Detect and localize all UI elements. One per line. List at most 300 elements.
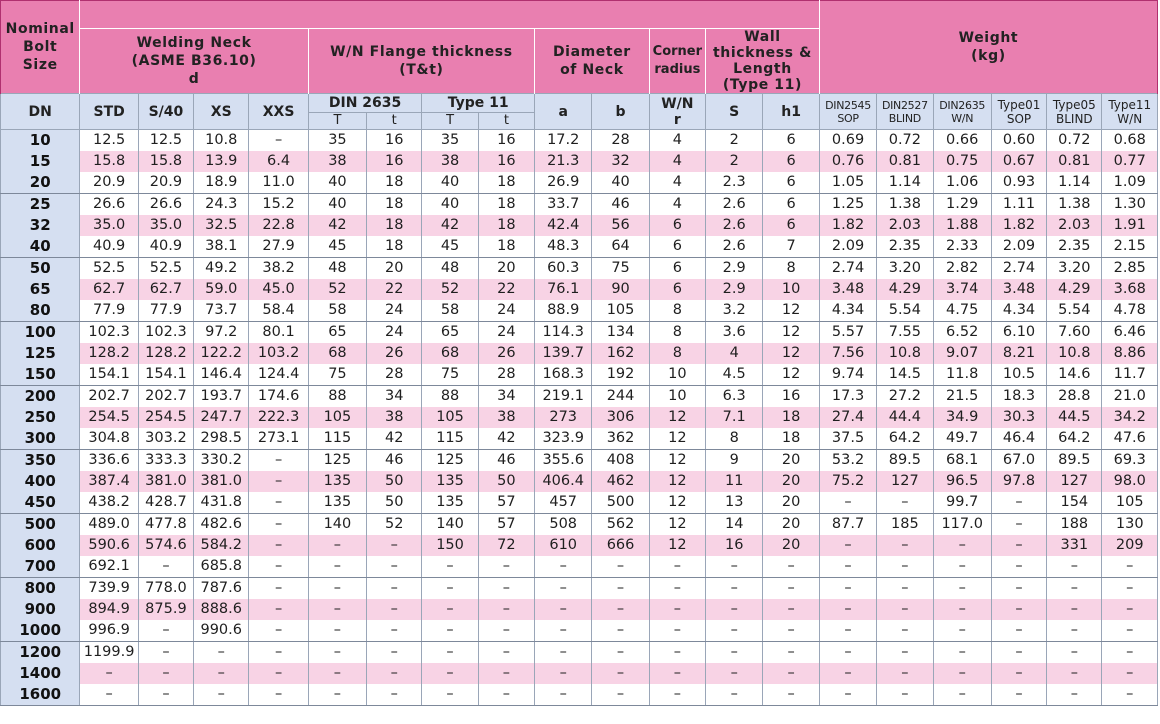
dn-cell: 200 xyxy=(1,386,80,408)
table-cell: 489.0 xyxy=(80,514,138,536)
table-cell: 1.82 xyxy=(819,215,876,236)
table-cell: – xyxy=(706,556,763,578)
table-cell: – xyxy=(706,642,763,664)
table-cell: 333.3 xyxy=(138,450,193,472)
table-row xyxy=(1,236,1158,258)
table-cell: 45.0 xyxy=(249,279,308,300)
table-row xyxy=(1,258,1158,280)
table-cell: 40 xyxy=(422,172,478,194)
table-cell: 12 xyxy=(649,471,705,492)
table-cell: 508 xyxy=(535,514,592,536)
table-cell: – xyxy=(933,578,991,600)
table-cell: 1.11 xyxy=(991,194,1046,216)
table-cell: 12 xyxy=(649,492,705,514)
table-cell: 20 xyxy=(763,492,820,514)
table-cell: – xyxy=(819,492,876,514)
table-cell: 219.1 xyxy=(535,386,592,408)
table-cell: 6 xyxy=(763,151,820,172)
table-cell: 387.4 xyxy=(80,471,138,492)
table-cell: 16 xyxy=(763,386,820,408)
table-cell: 15.8 xyxy=(80,151,138,172)
table-cell: – xyxy=(249,663,308,684)
table-cell: 2.74 xyxy=(991,258,1046,280)
table-cell: – xyxy=(1047,578,1102,600)
table-cell: 42.4 xyxy=(535,215,592,236)
table-cell: 2.35 xyxy=(1047,236,1102,258)
table-cell: – xyxy=(649,642,705,664)
table-cell: – xyxy=(422,620,478,642)
table-cell: 330.2 xyxy=(194,450,249,472)
table-cell: 4.29 xyxy=(877,279,933,300)
table-cell: 102.3 xyxy=(138,322,193,344)
table-cell: – xyxy=(535,684,592,706)
table-cell: – xyxy=(763,663,820,684)
table-cell: 4.78 xyxy=(1102,300,1158,322)
table-cell: 787.6 xyxy=(194,578,249,600)
table-cell: 6.3 xyxy=(706,386,763,408)
table-cell: – xyxy=(1047,684,1102,706)
table-cell: 18.9 xyxy=(194,172,249,194)
table-cell: 52.5 xyxy=(138,258,193,280)
diameter-of-neck-header: Diameter of Neck xyxy=(535,29,650,94)
table-cell: – xyxy=(1102,684,1158,706)
dn-cell: 1400 xyxy=(1,663,80,684)
table-cell: 273 xyxy=(535,407,592,428)
table-cell: – xyxy=(877,578,933,600)
table-cell: 16 xyxy=(367,130,422,152)
table-cell: – xyxy=(706,599,763,620)
table-cell: 4 xyxy=(706,343,763,364)
std-header: STD xyxy=(80,94,138,130)
table-cell: – xyxy=(478,620,534,642)
dn-cell: 250 xyxy=(1,407,80,428)
table-cell: 115 xyxy=(422,428,478,450)
table-cell: 0.60 xyxy=(991,130,1046,152)
table-cell: 4 xyxy=(649,194,705,216)
table-cell: – xyxy=(1047,556,1102,578)
table-cell: 13.9 xyxy=(194,151,249,172)
table-row xyxy=(1,386,1158,408)
table-cell: 1.14 xyxy=(1047,172,1102,194)
table-cell: 12 xyxy=(649,428,705,450)
table-cell: 22 xyxy=(478,279,534,300)
table-cell: 20.9 xyxy=(80,172,138,194)
table-cell: – xyxy=(706,578,763,600)
table-cell: 105 xyxy=(422,407,478,428)
dn-cell: 500 xyxy=(1,514,80,536)
table-cell: 2.35 xyxy=(877,236,933,258)
table-cell: 24 xyxy=(367,322,422,344)
table-cell: 52 xyxy=(367,514,422,536)
table-cell: – xyxy=(249,578,308,600)
table-cell: – xyxy=(991,535,1046,556)
table-cell: 7.55 xyxy=(877,322,933,344)
table-cell: 692.1 xyxy=(80,556,138,578)
table-cell: 21.5 xyxy=(933,386,991,408)
table-cell: 193.7 xyxy=(194,386,249,408)
table-cell: 154 xyxy=(1047,492,1102,514)
table-row xyxy=(1,663,1158,684)
table-cell: 7 xyxy=(763,236,820,258)
table-cell: 21.0 xyxy=(1102,386,1158,408)
table-cell: – xyxy=(1047,663,1102,684)
table-cell: 21.3 xyxy=(535,151,592,172)
table-cell: – xyxy=(478,642,534,664)
table-cell: 2.6 xyxy=(706,236,763,258)
table-cell: 6 xyxy=(763,215,820,236)
table-cell: 12.5 xyxy=(138,130,193,152)
table-cell: 33.7 xyxy=(535,194,592,216)
table-cell: – xyxy=(649,663,705,684)
table-cell: 13 xyxy=(706,492,763,514)
table-cell: – xyxy=(367,556,422,578)
wall-thickness-header: Wall thickness & Length (Type 11) xyxy=(706,29,820,94)
table-cell: 362 xyxy=(592,428,649,450)
table-cell: 20 xyxy=(367,258,422,280)
table-cell: 3.48 xyxy=(991,279,1046,300)
table-cell: 24 xyxy=(367,300,422,322)
table-cell: – xyxy=(763,578,820,600)
table-cell: 124.4 xyxy=(249,364,308,386)
table-row xyxy=(1,279,1158,300)
dn-cell: 900 xyxy=(1,599,80,620)
table-cell: 65 xyxy=(422,322,478,344)
table-cell: 12 xyxy=(763,364,820,386)
table-cell: 4 xyxy=(649,151,705,172)
table-cell: 1.05 xyxy=(819,172,876,194)
table-cell: – xyxy=(877,663,933,684)
table-cell: 406.4 xyxy=(535,471,592,492)
table-cell: 16 xyxy=(706,535,763,556)
table-cell: 18 xyxy=(763,428,820,450)
table-cell: – xyxy=(138,556,193,578)
weight-type11-wn-header: Type11 W/N xyxy=(1102,94,1158,130)
table-cell: – xyxy=(1102,599,1158,620)
table-cell: 10.8 xyxy=(877,343,933,364)
dn-cell: 65 xyxy=(1,279,80,300)
table-cell: 6 xyxy=(763,172,820,194)
b-header: b xyxy=(592,94,649,130)
table-cell: 303.2 xyxy=(138,428,193,450)
table-cell: 457 xyxy=(535,492,592,514)
table-cell: 46 xyxy=(592,194,649,216)
table-cell: – xyxy=(592,556,649,578)
table-cell: 24 xyxy=(478,300,534,322)
dn-cell: 150 xyxy=(1,364,80,386)
table-cell: – xyxy=(138,663,193,684)
table-cell: 12 xyxy=(649,450,705,472)
table-cell: – xyxy=(1047,620,1102,642)
table-cell: 59.0 xyxy=(194,279,249,300)
table-cell: 574.6 xyxy=(138,535,193,556)
table-cell: 28 xyxy=(592,130,649,152)
table-cell: 42 xyxy=(367,428,422,450)
table-cell: 46.4 xyxy=(991,428,1046,450)
table-cell: 11.0 xyxy=(249,172,308,194)
table-cell: 381.0 xyxy=(194,471,249,492)
table-cell: – xyxy=(422,663,478,684)
dn-cell: 25 xyxy=(1,194,80,216)
table-cell: 666 xyxy=(592,535,649,556)
table-cell: 4.75 xyxy=(933,300,991,322)
table-cell: 80.1 xyxy=(249,322,308,344)
table-cell: 32 xyxy=(592,151,649,172)
table-cell: 888.6 xyxy=(194,599,249,620)
weight-din2527-blind-header: DIN2527 BLIND xyxy=(877,94,933,130)
table-cell: – xyxy=(478,684,534,706)
table-cell: 0.76 xyxy=(819,151,876,172)
table-cell: – xyxy=(249,556,308,578)
table-row xyxy=(1,300,1158,322)
table-cell: – xyxy=(991,492,1046,514)
table-cell: – xyxy=(877,492,933,514)
table-cell: – xyxy=(138,642,193,664)
table-cell: 98.0 xyxy=(1102,471,1158,492)
table-cell: 105 xyxy=(308,407,366,428)
table-cell: – xyxy=(649,684,705,706)
dn-cell: 40 xyxy=(1,236,80,258)
table-cell: 34 xyxy=(478,386,534,408)
table-cell: – xyxy=(249,130,308,152)
table-cell: 58.4 xyxy=(249,300,308,322)
table-cell: 89.5 xyxy=(877,450,933,472)
table-cell: 306 xyxy=(592,407,649,428)
table-cell: 6 xyxy=(649,279,705,300)
table-cell: 9.07 xyxy=(933,343,991,364)
table-cell: – xyxy=(763,599,820,620)
table-cell: 18 xyxy=(478,194,534,216)
table-cell: – xyxy=(478,599,534,620)
table-cell: – xyxy=(138,684,193,706)
table-cell: 127 xyxy=(1047,471,1102,492)
a-header: a xyxy=(535,94,592,130)
table-cell: 26.6 xyxy=(80,194,138,216)
nominal-bolt-size-header: Nominal Bolt Size xyxy=(1,1,80,94)
table-cell: 48 xyxy=(308,258,366,280)
table-cell: – xyxy=(706,684,763,706)
table-cell: 12 xyxy=(763,343,820,364)
table-cell: 0.67 xyxy=(991,151,1046,172)
table-cell: – xyxy=(308,599,366,620)
table-cell: 2.03 xyxy=(1047,215,1102,236)
table-cell: – xyxy=(991,684,1046,706)
table-cell: 114.3 xyxy=(535,322,592,344)
table-cell: 49.2 xyxy=(194,258,249,280)
table-cell: 52 xyxy=(308,279,366,300)
table-cell: 254.5 xyxy=(80,407,138,428)
table-cell: 16 xyxy=(367,151,422,172)
table-cell: 75 xyxy=(592,258,649,280)
table-cell: – xyxy=(819,556,876,578)
dn-cell: 1600 xyxy=(1,684,80,706)
table-cell: – xyxy=(933,663,991,684)
table-cell: 105 xyxy=(1102,492,1158,514)
table-row xyxy=(1,322,1158,344)
table-cell: – xyxy=(422,556,478,578)
table-cell: 72 xyxy=(478,535,534,556)
table-cell: 99.7 xyxy=(933,492,991,514)
table-cell: 17.2 xyxy=(535,130,592,152)
table-cell: 408 xyxy=(592,450,649,472)
table-cell: – xyxy=(592,620,649,642)
table-cell: 247.7 xyxy=(194,407,249,428)
table-cell: – xyxy=(592,642,649,664)
table-cell: 58 xyxy=(308,300,366,322)
table-cell: 1.91 xyxy=(1102,215,1158,236)
table-cell: 6 xyxy=(763,130,820,152)
table-cell: 68 xyxy=(422,343,478,364)
wn-flange-thickness-header: W/N Flange thickness (T&t) xyxy=(308,29,534,94)
din2635-header: DIN 2635 xyxy=(308,94,422,113)
table-cell: 28.8 xyxy=(1047,386,1102,408)
table-cell: 0.93 xyxy=(991,172,1046,194)
table-cell: – xyxy=(592,599,649,620)
table-cell: 5.54 xyxy=(1047,300,1102,322)
table-cell: 96.5 xyxy=(933,471,991,492)
table-row xyxy=(1,343,1158,364)
table-cell: 35.0 xyxy=(138,215,193,236)
table-cell: 381.0 xyxy=(138,471,193,492)
table-cell: 3.2 xyxy=(706,300,763,322)
table-cell: 27.9 xyxy=(249,236,308,258)
type11-header: Type 11 xyxy=(422,94,535,113)
table-cell: – xyxy=(138,620,193,642)
table-cell: 12 xyxy=(649,535,705,556)
table-row xyxy=(1,684,1158,706)
table-cell: 67.0 xyxy=(991,450,1046,472)
dn-cell: 15 xyxy=(1,151,80,172)
table-cell: 254.5 xyxy=(138,407,193,428)
table-cell: 73.7 xyxy=(194,300,249,322)
table-cell: 12 xyxy=(763,300,820,322)
dn-cell: 400 xyxy=(1,471,80,492)
table-cell: 44.4 xyxy=(877,407,933,428)
table-row xyxy=(1,642,1158,664)
table-cell: 3.20 xyxy=(877,258,933,280)
table-cell: 64.2 xyxy=(877,428,933,450)
table-cell: 38.2 xyxy=(249,258,308,280)
table-cell: – xyxy=(933,684,991,706)
table-cell: 438.2 xyxy=(80,492,138,514)
dn-cell: 50 xyxy=(1,258,80,280)
table-cell: 24 xyxy=(478,322,534,344)
table-cell: 5.54 xyxy=(877,300,933,322)
table-cell: – xyxy=(1047,642,1102,664)
table-cell: 154.1 xyxy=(80,364,138,386)
table-cell: 6.46 xyxy=(1102,322,1158,344)
table-cell: – xyxy=(991,514,1046,536)
table-cell: 103.2 xyxy=(249,343,308,364)
table-cell: – xyxy=(1102,620,1158,642)
table-cell: 4 xyxy=(649,130,705,152)
table-cell: – xyxy=(422,599,478,620)
table-cell: – xyxy=(249,492,308,514)
table-cell: 27.2 xyxy=(877,386,933,408)
table-cell: 1.82 xyxy=(991,215,1046,236)
table-cell: 482.6 xyxy=(194,514,249,536)
table-cell: – xyxy=(763,642,820,664)
table-cell: – xyxy=(478,663,534,684)
table-cell: – xyxy=(649,620,705,642)
table-cell: 40 xyxy=(308,194,366,216)
table-cell: – xyxy=(991,599,1046,620)
weight-din2545-sop-header: DIN2545 SOP xyxy=(819,94,876,130)
table-cell: – xyxy=(249,471,308,492)
table-cell: 30.3 xyxy=(991,407,1046,428)
table-cell: 58 xyxy=(422,300,478,322)
table-cell: 0.77 xyxy=(1102,151,1158,172)
table-cell: – xyxy=(1102,663,1158,684)
table-cell: 185 xyxy=(877,514,933,536)
table-cell: 1.38 xyxy=(1047,194,1102,216)
table-cell: 20.9 xyxy=(138,172,193,194)
table-cell: 12 xyxy=(649,514,705,536)
wn-r-header: W/N r xyxy=(649,94,705,130)
table-cell: 10.8 xyxy=(194,130,249,152)
table-cell: 20 xyxy=(763,514,820,536)
table-cell: – xyxy=(80,663,138,684)
table-cell: 1.29 xyxy=(933,194,991,216)
table-cell: 68.1 xyxy=(933,450,991,472)
h1-header: h1 xyxy=(763,94,820,130)
table-cell: – xyxy=(1102,556,1158,578)
table-cell: 20 xyxy=(478,258,534,280)
table-cell: 990.6 xyxy=(194,620,249,642)
table-cell: – xyxy=(933,535,991,556)
table-cell: 26.6 xyxy=(138,194,193,216)
table-cell: 135 xyxy=(308,471,366,492)
table-cell: 38 xyxy=(422,151,478,172)
table-cell: 875.9 xyxy=(138,599,193,620)
table-cell: – xyxy=(80,684,138,706)
table-cell: – xyxy=(367,642,422,664)
table-cell: 168.3 xyxy=(535,364,592,386)
table-cell: 3.48 xyxy=(819,279,876,300)
table-cell: 15.2 xyxy=(249,194,308,216)
table-cell: 778.0 xyxy=(138,578,193,600)
weight-din2635-wn-header: DIN2635 W/N xyxy=(933,94,991,130)
table-cell: 273.1 xyxy=(249,428,308,450)
table-cell: 0.72 xyxy=(877,130,933,152)
table-cell: 135 xyxy=(308,492,366,514)
table-cell: – xyxy=(819,578,876,600)
table-cell: 2 xyxy=(706,151,763,172)
dn-cell: 600 xyxy=(1,535,80,556)
table-cell: 2.9 xyxy=(706,258,763,280)
table-cell: – xyxy=(933,620,991,642)
table-cell: 6 xyxy=(763,194,820,216)
dn-cell: 125 xyxy=(1,343,80,364)
table-cell: 75.2 xyxy=(819,471,876,492)
table-cell: 8 xyxy=(763,258,820,280)
table-cell: 68 xyxy=(308,343,366,364)
table-cell: 64 xyxy=(592,236,649,258)
table-cell: – xyxy=(991,642,1046,664)
table-cell: 11.7 xyxy=(1102,364,1158,386)
table-cell: – xyxy=(535,556,592,578)
table-row xyxy=(1,364,1158,386)
table-cell: 610 xyxy=(535,535,592,556)
table-cell: 18 xyxy=(763,407,820,428)
table-cell: – xyxy=(249,599,308,620)
table-cell: 18.3 xyxy=(991,386,1046,408)
table-cell: 140 xyxy=(422,514,478,536)
table-cell: – xyxy=(649,578,705,600)
table-cell: 2.3 xyxy=(706,172,763,194)
weight-type01-sop-header: Type01 SOP xyxy=(991,94,1046,130)
table-cell: – xyxy=(1047,599,1102,620)
table-cell: 304.8 xyxy=(80,428,138,450)
